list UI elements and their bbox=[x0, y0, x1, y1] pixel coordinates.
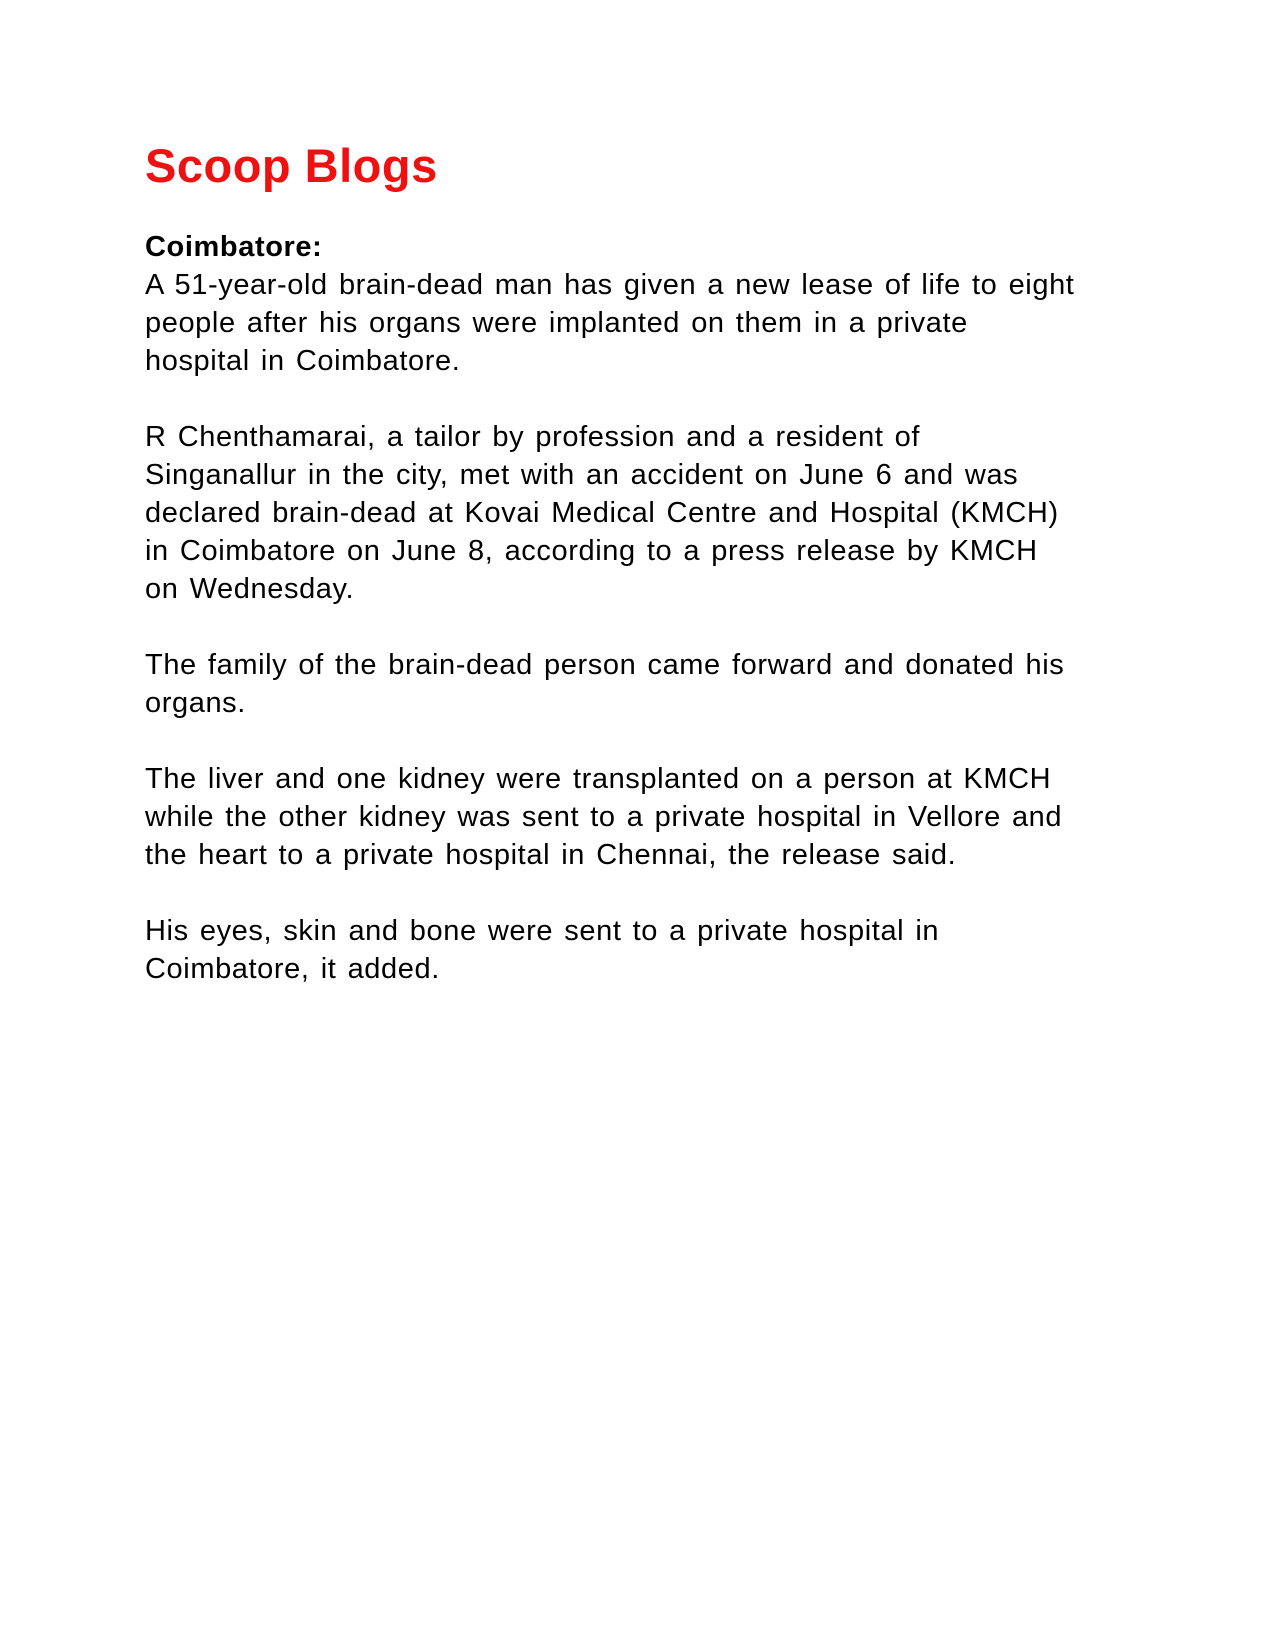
paragraph: The family of the brain-dead person came forward and donated his organs. bbox=[145, 648, 1065, 719]
paragraph: The liver and one kidney were transplanted on a person at KMCH while the other kidney was sent to a private hospital in Vellore and the heart to a private hospital in Chennai, the release said. bbox=[145, 762, 1063, 871]
article-body bbox=[145, 228, 1080, 988]
paragraph: His eyes, skin and bone were sent to a private hospital in Coimbatore, it added. bbox=[145, 914, 940, 985]
dateline: Coimbatore: bbox=[145, 230, 323, 263]
paragraph: R Chenthamarai, a tailor by profession and a resident of Singanallur in the city, met with an accident on June 6 and was declared brain-dead at Kovai Medical Centre and Hospital (KMCH) in Coimbatore on June 8, according to a press release by KMCH on Wednesday. bbox=[145, 420, 1059, 605]
paragraph: A 51-year-old brain-dead man has given a new lease of life to eight people after his organs were implanted on them in a private hospital in Coimbatore. bbox=[145, 268, 1075, 377]
page-title: Scoop Blogs bbox=[145, 139, 438, 192]
